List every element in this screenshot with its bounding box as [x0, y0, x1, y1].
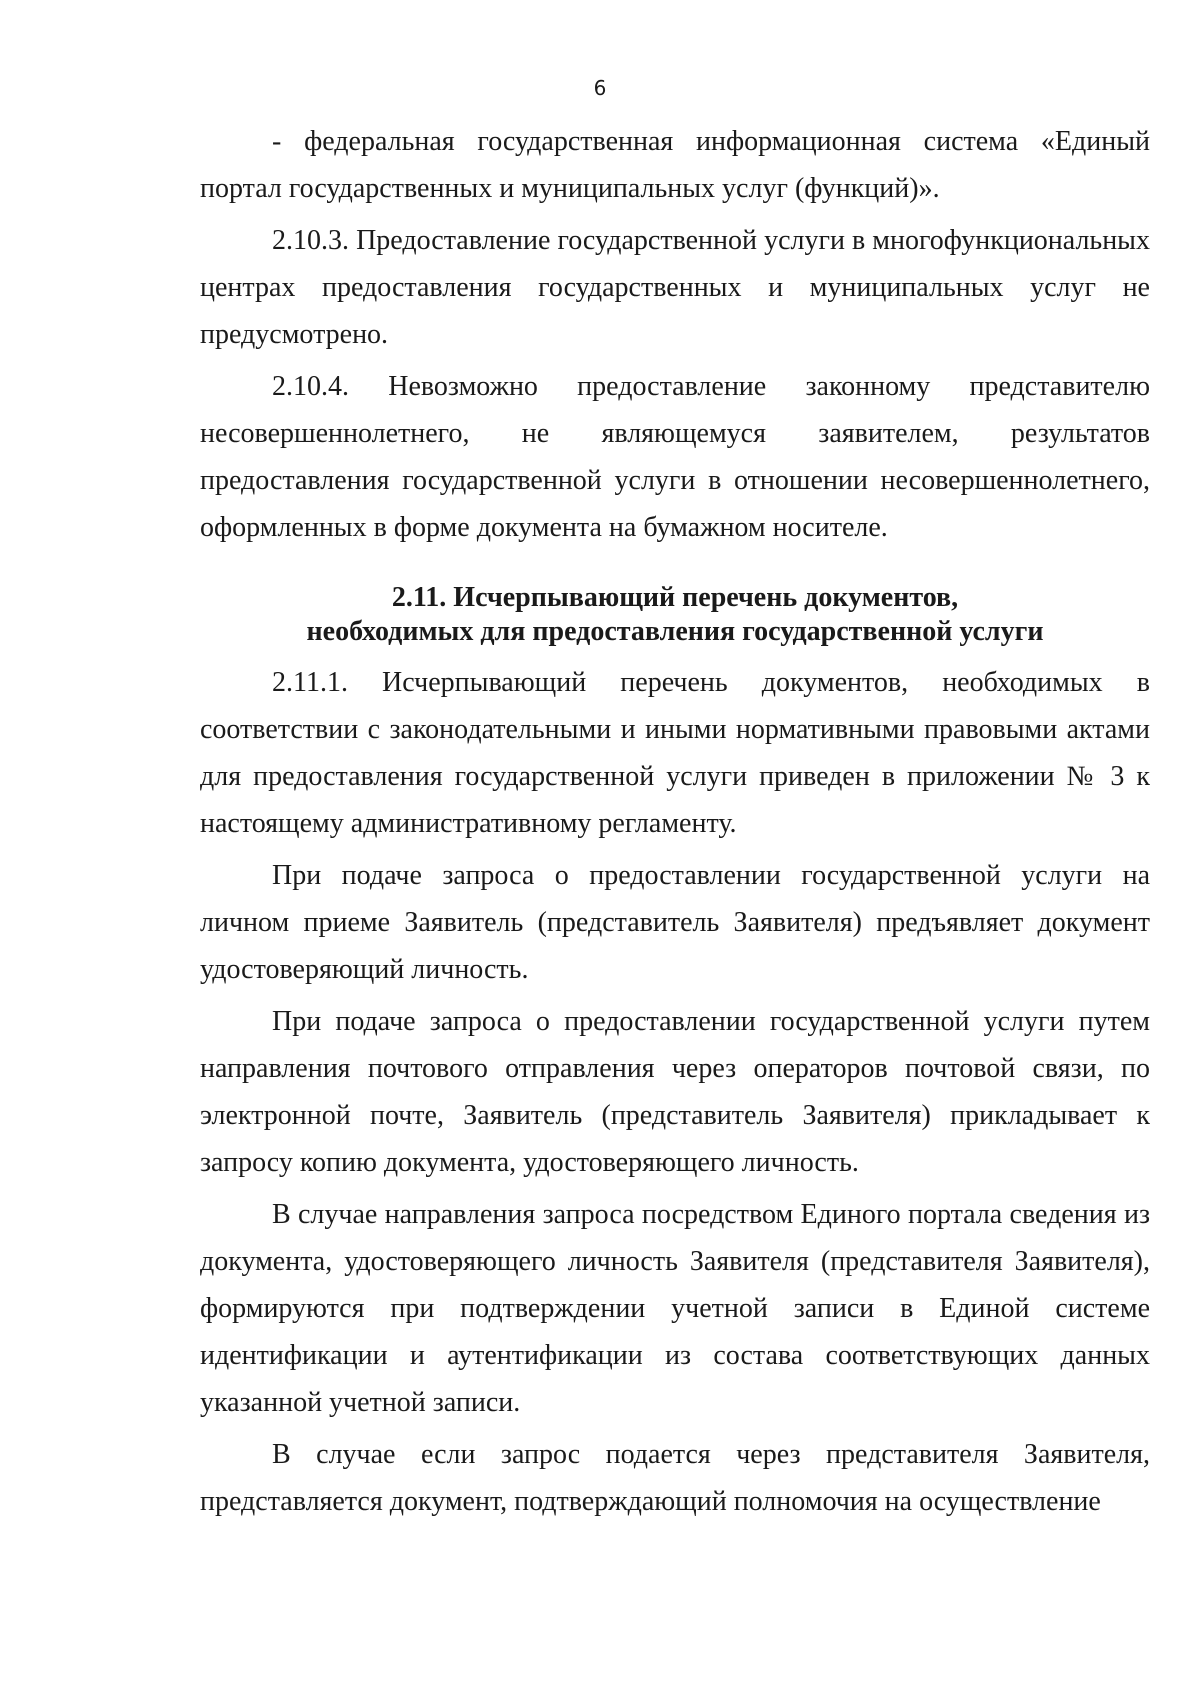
paragraph-postal-submission: При подаче запроса о предоставлении государственной услуги путем направления почтового отправления через операторов почтовой связи, по электронной почте, Заявитель (представитель Заявителя) прикладывает к запросу копию документа, удостоверяющего личность. [200, 1006, 1150, 1178]
paragraph-2-10-3: 2.10.3. Предоставление государственной услуги в многофункциональных центрах предоставления государственных и муниципальных услуг не предусмотрено. [200, 225, 1150, 350]
page-number: 6 [593, 76, 607, 100]
paragraph-2-10-4: 2.10.4. Невозможно предоставление законному представителю несовершеннолетнего, не являющемуся заявителем, результатов предоставления государственной услуги в отношении несовершеннолетнего, оформленных в форме документа на бумажном носителе. [200, 371, 1150, 543]
document-body [200, 118, 1150, 1525]
section-heading-line-1: 2.11. Исчерпывающий перечень документов, [391, 582, 959, 613]
section-heading-line-2: необходимых для предоставления государственной услуги [306, 616, 1044, 647]
section-heading-2-11 [200, 581, 1150, 649]
paragraph-epgu-item: - федеральная государственная информационная система «Единый портал государственных и муниципальных услуг (функций)». [200, 126, 1150, 204]
paragraph-unified-portal: В случае направления запроса посредством Единого портала сведения из документа, удостоверяющего личность Заявителя (представителя Заявителя), формируются при подтверждении учетной записи в Единой системе идентификации и аутентификации из состава соответствующих данных указанной учетной записи. [200, 1199, 1150, 1418]
paragraph-representative: В случае если запрос подается через представителя Заявителя, представляется документ, подтверждающий полномочия на осуществление [200, 1439, 1150, 1517]
paragraph-personal-reception: При подаче запроса о предоставлении государственной услуги на личном приеме Заявитель (представитель Заявителя) предъявляет документ удостоверяющий личность. [200, 860, 1150, 985]
paragraph-2-11-1: 2.11.1. Исчерпывающий перечень документов, необходимых в соответствии с законодательными и иными нормативными правовыми актами для предоставления государственной услуги приведен в приложении № 3 к настоящему административному регламенту. [200, 667, 1150, 839]
